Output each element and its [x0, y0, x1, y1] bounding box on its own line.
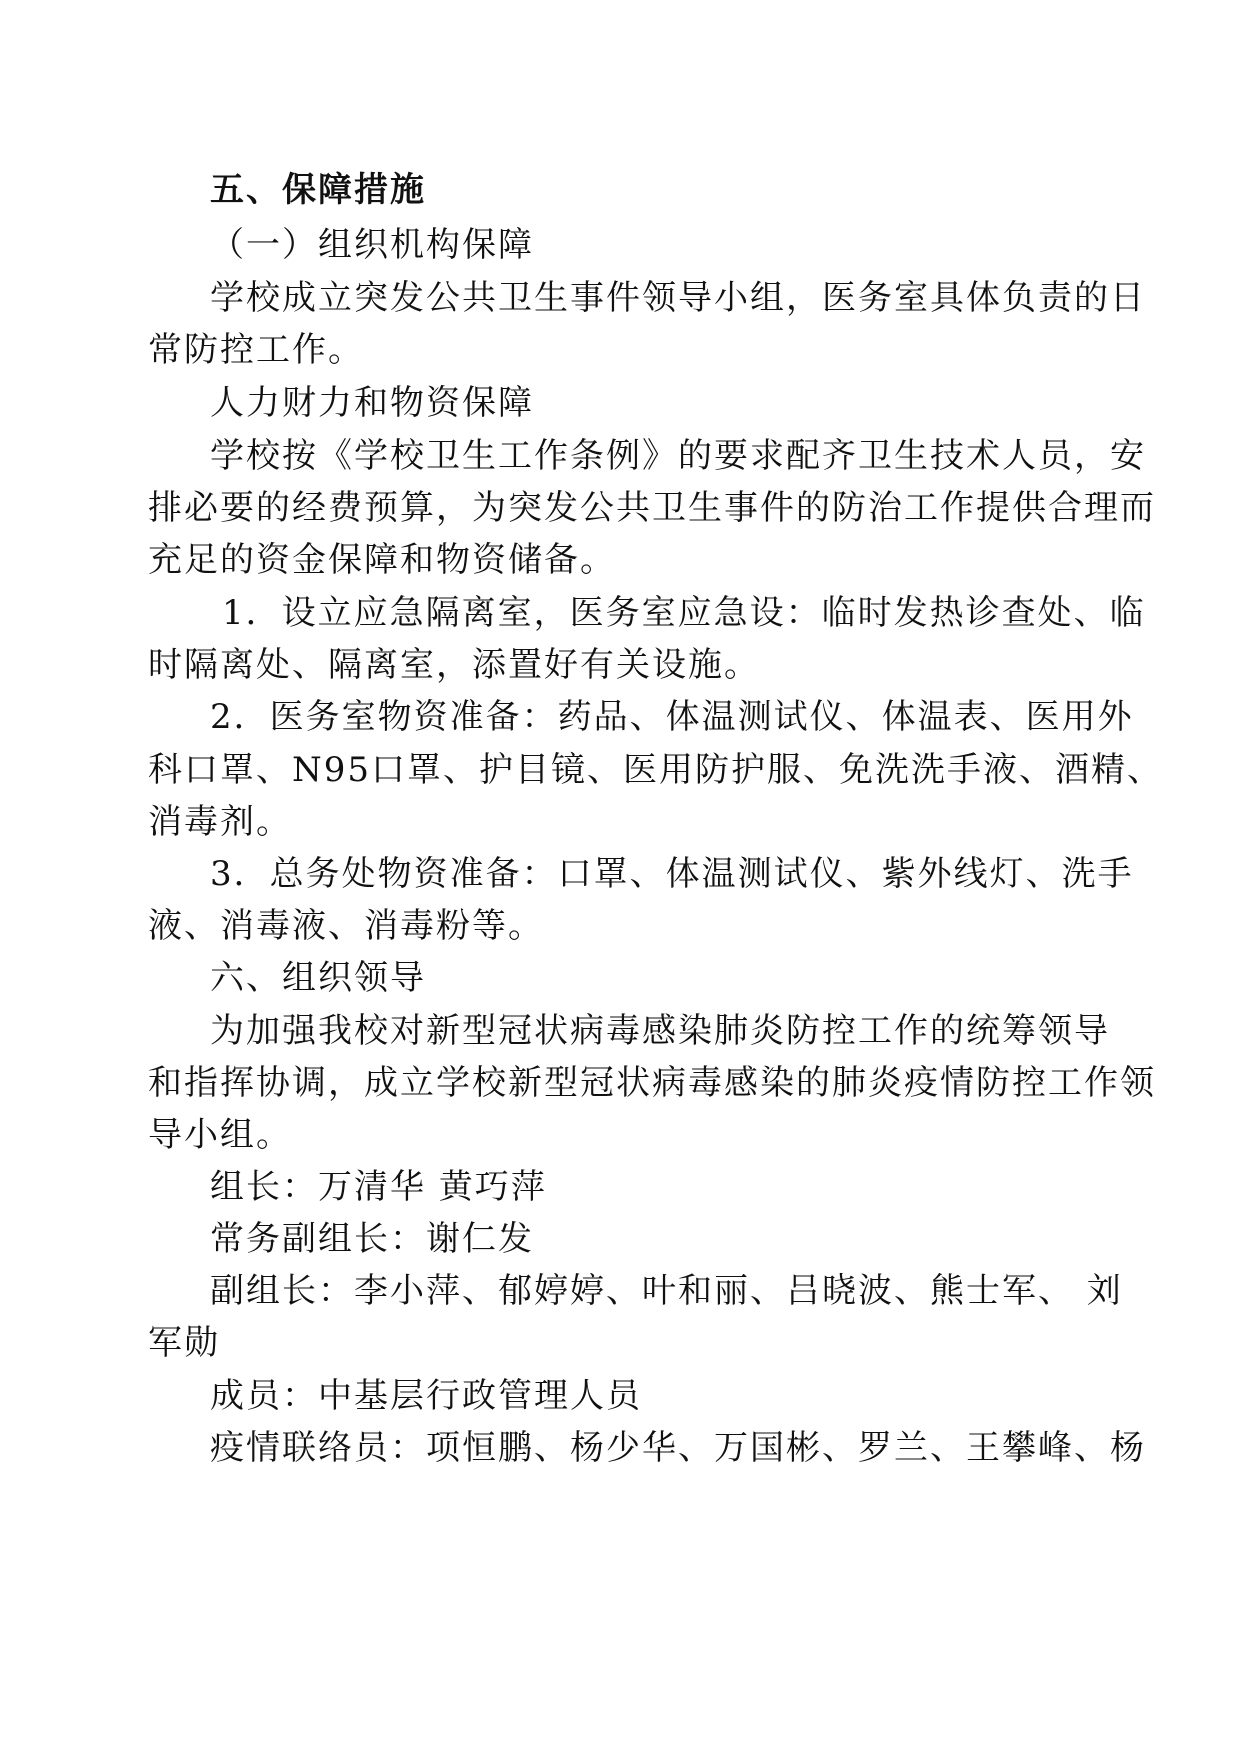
list-item-line: 消毒剂。 — [148, 802, 292, 842]
paragraph-line: 充足的资金保障和物资储备。 — [148, 540, 616, 580]
vice-leaders-line: 副组长：李小萍、郁婷婷、叶和丽、吕晓波、熊士军、 刘 — [210, 1271, 1123, 1311]
list-item-line: 时隔离处、隔离室，添置好有关设施。 — [148, 645, 760, 685]
subsection-heading-resources: 人力财力和物资保障 — [210, 383, 534, 423]
paragraph-line: 导小组。 — [148, 1115, 292, 1155]
paragraph-line: 为加强我校对新型冠状病毒感染肺炎防控工作的统筹领导 — [210, 1011, 1110, 1051]
exec-vice-leader-line: 常务副组长：谢仁发 — [210, 1219, 534, 1259]
subsection-heading-organization: （一）组织机构保障 — [210, 225, 534, 265]
paragraph-line: 学校成立突发公共卫生事件领导小组，医务室具体负责的日 — [210, 278, 1146, 318]
list-item-line: 1．设立应急隔离室，医务室应急设：临时发热诊查处、临 — [222, 593, 1146, 633]
list-item-line: 3．总务处物资准备：口罩、体温测试仪、紫外线灯、洗手 — [210, 854, 1134, 894]
vice-leaders-line: 军勋 — [148, 1323, 220, 1363]
paragraph-line: 学校按《学校卫生工作条例》的要求配齐卫生技术人员，安 — [210, 436, 1146, 476]
section-heading-guarantee: 五、保障措施 — [210, 170, 426, 210]
members-line: 成员：中基层行政管理人员 — [210, 1376, 642, 1416]
liaison-line: 疫情联络员：项恒鹏、杨少华、万国彬、罗兰、王攀峰、杨 — [210, 1428, 1146, 1468]
section-heading-leadership: 六、组织领导 — [210, 958, 426, 998]
list-item-line: 科口罩、N95口罩、护目镜、医用防护服、免洗洗手液、酒精、 — [148, 750, 1164, 790]
paragraph-line: 排必要的经费预算，为突发公共卫生事件的防治工作提供合理而 — [148, 488, 1156, 528]
paragraph-line: 常防控工作。 — [148, 330, 364, 370]
leader-line: 组长：万清华 黄巧萍 — [210, 1167, 547, 1207]
paragraph-line: 和指挥协调，成立学校新型冠状病毒感染的肺炎疫情防控工作领 — [148, 1063, 1156, 1103]
list-item-line: 液、消毒液、消毒粉等。 — [148, 906, 544, 946]
list-item-line: 2．医务室物资准备：药品、体温测试仪、体温表、医用外 — [210, 697, 1134, 737]
